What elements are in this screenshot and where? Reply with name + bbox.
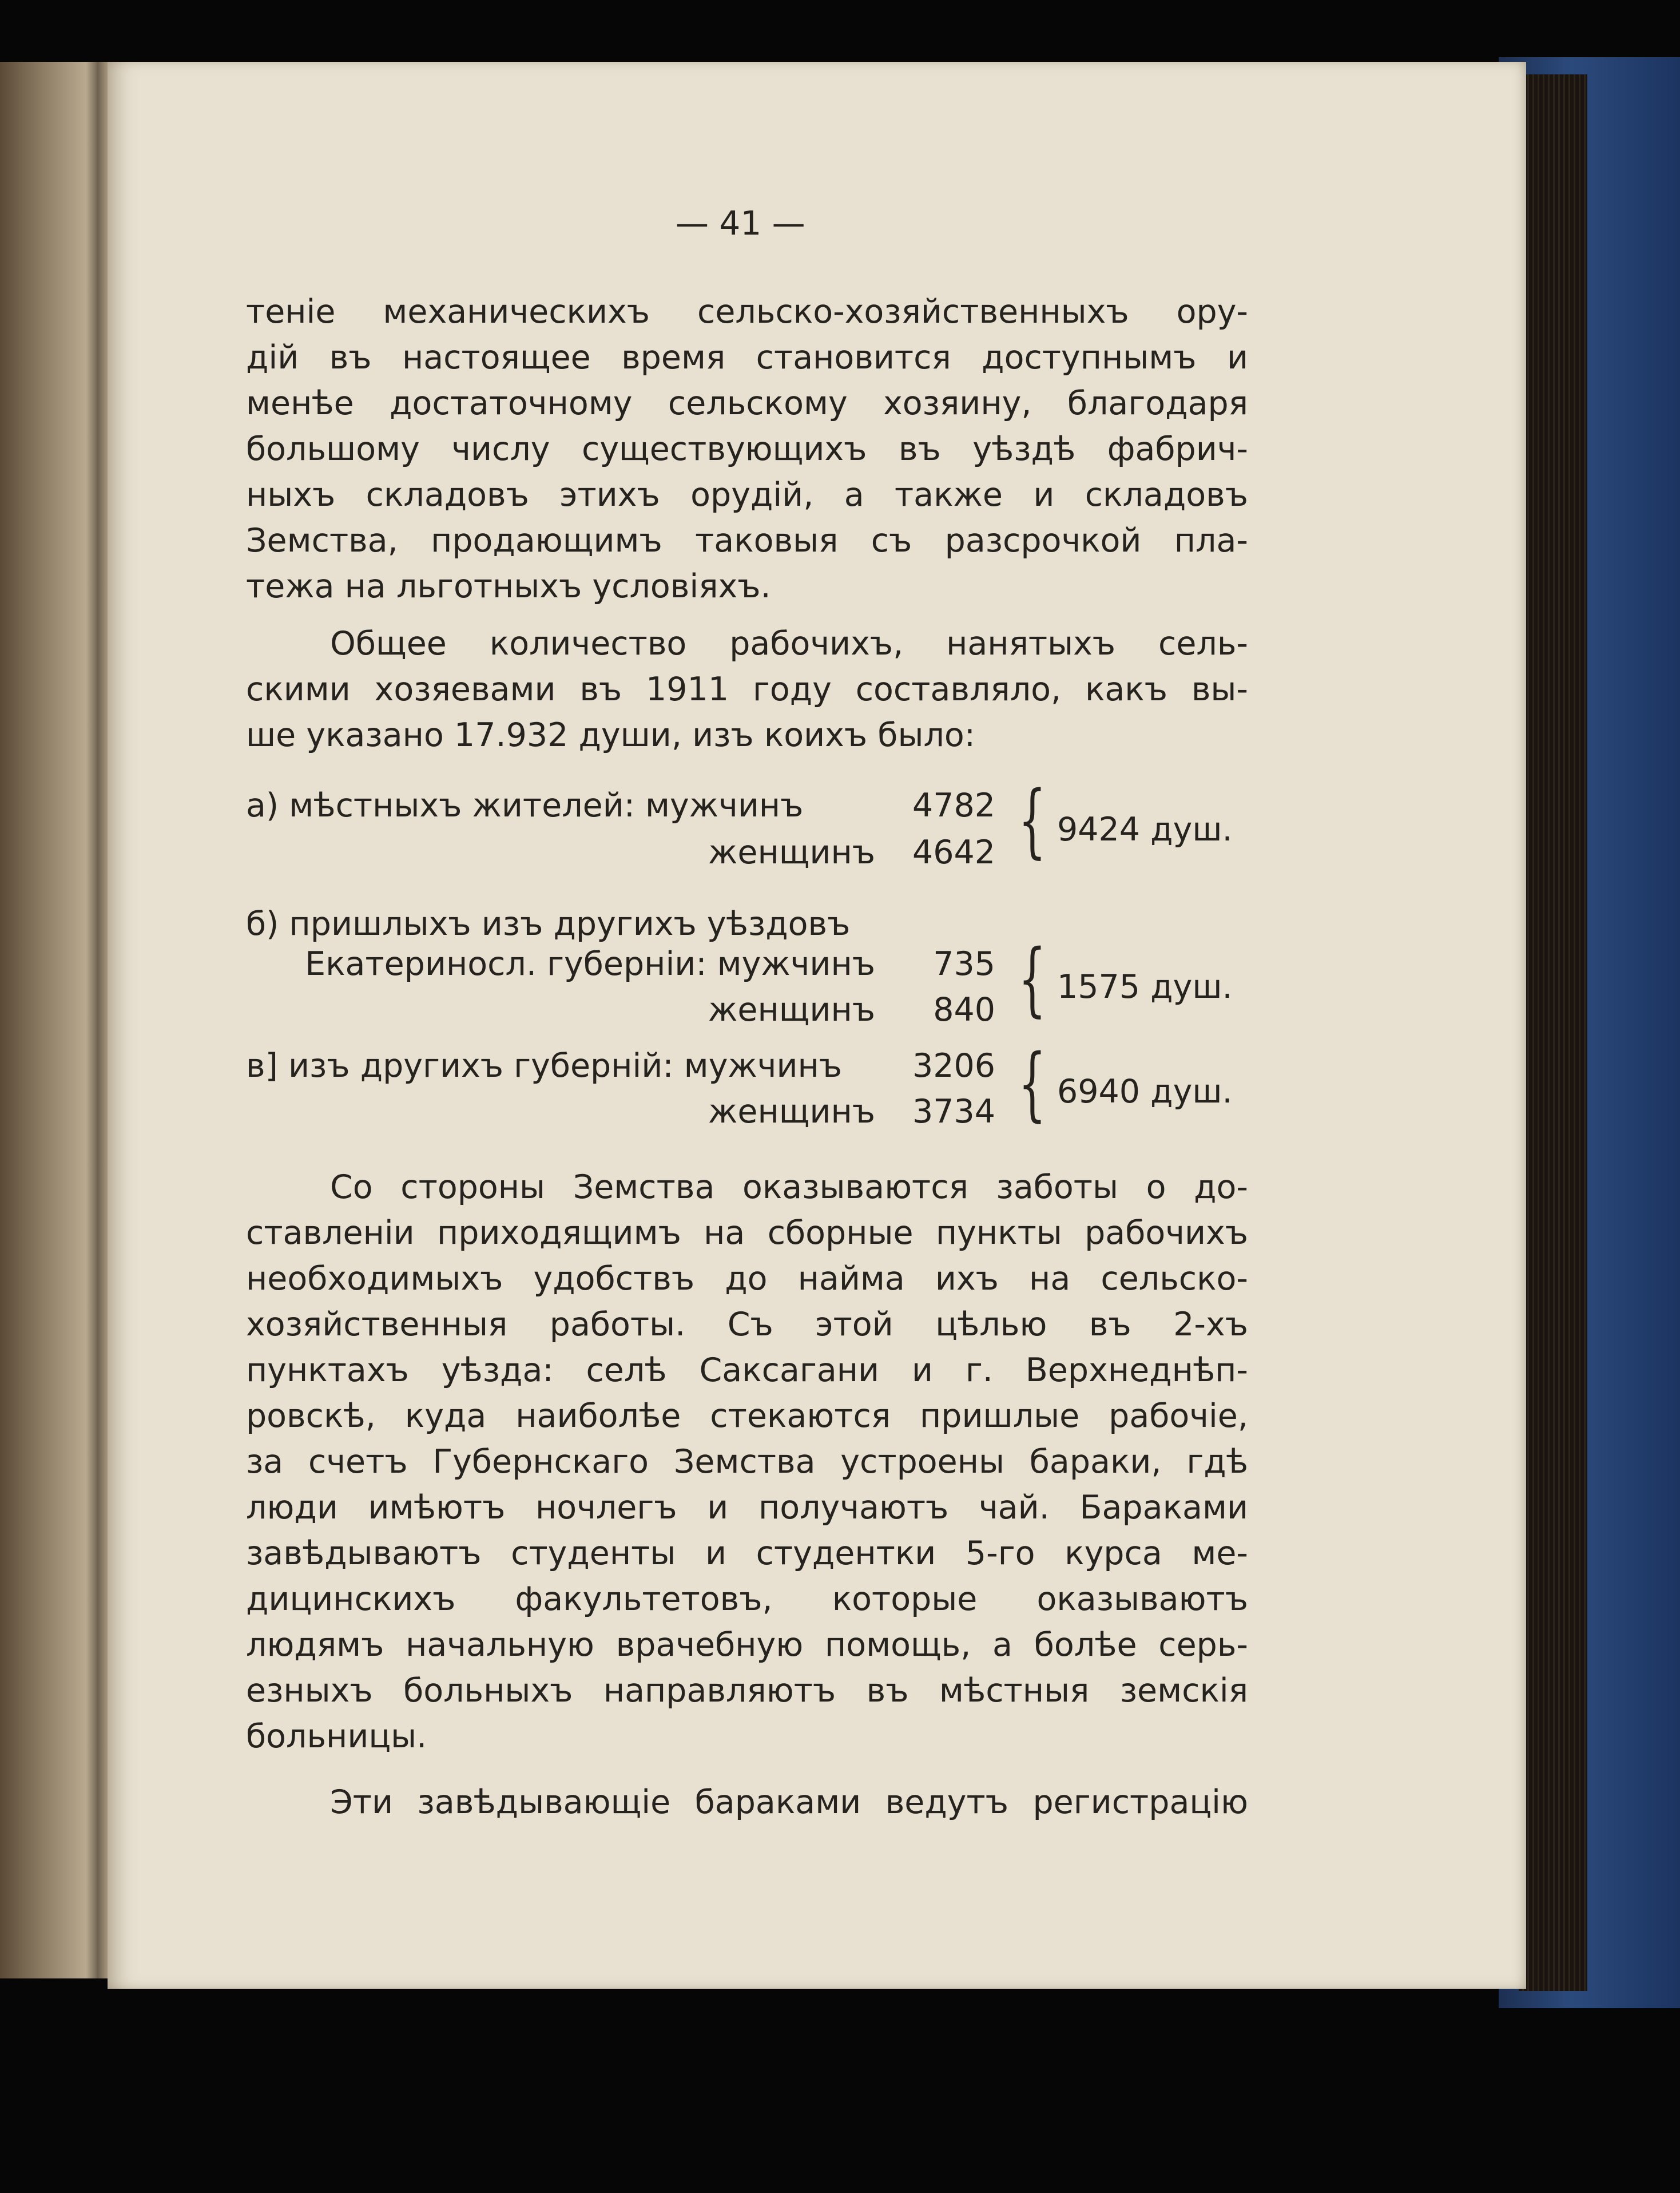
curly-brace: { — [1018, 774, 1047, 867]
text-line: менѣе достаточному сельскому хозяину, благодаря — [246, 384, 1248, 422]
table-label: б) пришлыхъ изъ другихъ уѣздовъ — [246, 905, 851, 943]
table-label: женщинъ — [708, 1093, 875, 1131]
table-value: 4642 — [912, 834, 995, 871]
table-label: в] изъ другихъ губерній: мужчинъ — [246, 1047, 843, 1085]
curly-brace: { — [1018, 1037, 1047, 1131]
page-gutter-shadow — [86, 62, 110, 1978]
text-line: хозяйственныя работы. Съ этой цѣлью въ 2-хъ — [246, 1306, 1248, 1343]
text-line: завѣдываютъ студенты и студентки 5-го курса ме- — [246, 1534, 1248, 1572]
text-line: люди имѣютъ ночлегъ и получаютъ чай. Бараками — [246, 1489, 1248, 1526]
text-line: Эти завѣдывающіе бараками ведутъ регистрацію — [330, 1783, 1248, 1821]
text-line: за счетъ Губернскаго Земства устроены бараки, гдѣ — [246, 1443, 1248, 1481]
text-line: необходимыхъ удобствъ до найма ихъ на сельско- — [246, 1260, 1248, 1298]
text-line: езныхъ больныхъ направляютъ въ мѣстныя земскія — [246, 1672, 1248, 1710]
text-line: ныхъ складовъ этихъ орудій, а также и складовъ — [246, 476, 1248, 514]
text-line: больницы. — [246, 1718, 427, 1755]
table-value: 735 — [933, 945, 995, 983]
table-total: 1575 душ. — [1057, 968, 1233, 1006]
table-label: Екатериносл. губерніи: мужчинъ — [305, 945, 875, 983]
table-label: женщинъ — [708, 834, 875, 871]
table-value: 3206 — [912, 1047, 995, 1085]
text-line: людямъ начальную врачебную помощь, а болѣе серь- — [246, 1626, 1248, 1664]
text-line: теніе механическихъ сельско-хозяйственныхъ ору- — [246, 293, 1248, 331]
table-total: 9424 душ. — [1057, 811, 1233, 848]
text-line: Общее количество рабочихъ, нанятыхъ сель- — [330, 625, 1248, 663]
page-number: — 41 — — [676, 204, 805, 243]
table-value: 3734 — [912, 1093, 995, 1131]
text-line: дій въ настоящее время становится доступнымъ и — [246, 339, 1248, 376]
text-line: Земства, продающимъ таковыя съ разсрочкой пла- — [246, 522, 1248, 560]
table-value: 4782 — [912, 787, 995, 824]
curly-brace: { — [1018, 933, 1047, 1026]
text-line: большому числу существующихъ въ уѣздѣ фабрич- — [246, 430, 1248, 468]
table-total: 6940 душ. — [1057, 1073, 1233, 1111]
text-line: тежа на льготныхъ условіяхъ. — [246, 568, 771, 605]
text-line: ше указано 17.932 души, изъ коихъ было: — [246, 716, 975, 754]
text-line: пунктахъ уѣзда: селѣ Саксагани и г. Верхнеднѣп- — [246, 1351, 1248, 1389]
table-value: 840 — [933, 991, 995, 1029]
table-label: женщинъ — [708, 991, 875, 1029]
text-line: ровскѣ, куда наиболѣе стекаются пришлые рабочіе, — [246, 1397, 1248, 1435]
table-label: а) мѣстныхъ жителей: мужчинъ — [246, 787, 804, 824]
page-block-edges — [1519, 74, 1587, 1991]
text-line: ставленіи приходящимъ на сборные пункты рабочихъ — [246, 1214, 1248, 1252]
text-line: скими хозяевами въ 1911 году составляло, какъ вы- — [246, 671, 1248, 708]
text-line: Со стороны Земства оказываются заботы о до- — [330, 1168, 1248, 1206]
text-line: дицинскихъ факультетовъ, которые оказываютъ — [246, 1580, 1248, 1618]
